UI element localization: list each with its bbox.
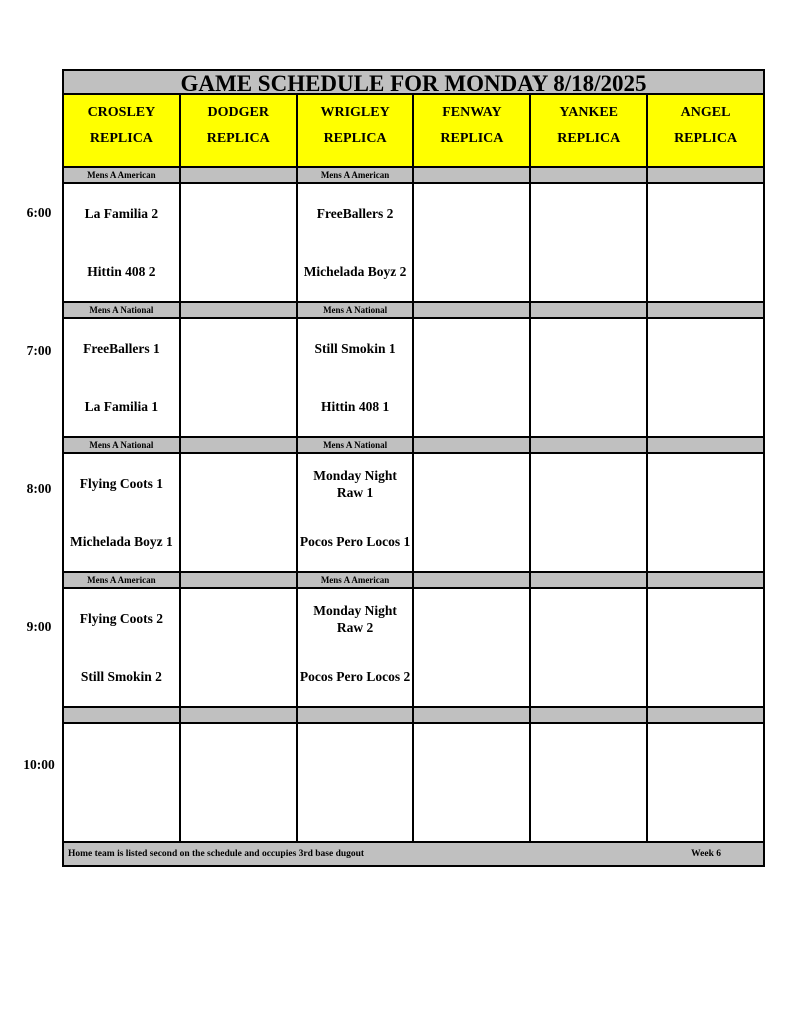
field-name: ANGEL bbox=[680, 105, 731, 120]
division-label bbox=[413, 302, 530, 318]
division-label bbox=[297, 707, 414, 723]
field-subtitle: REPLICA bbox=[89, 131, 153, 146]
footer-row bbox=[63, 842, 764, 866]
game-cell bbox=[63, 723, 180, 842]
field-name: WRIGLEY bbox=[320, 105, 390, 120]
division-label bbox=[180, 437, 297, 453]
field-header bbox=[530, 94, 647, 167]
home-team: La Familia 1 bbox=[84, 399, 159, 414]
division-label bbox=[413, 167, 530, 183]
schedule-sheet bbox=[62, 69, 765, 867]
game-cell bbox=[530, 318, 647, 437]
footer-cell bbox=[63, 842, 764, 866]
week-label: Week 6 bbox=[691, 849, 721, 859]
game-cell bbox=[413, 723, 530, 842]
division-label: Mens A National bbox=[63, 302, 180, 318]
home-team bbox=[414, 243, 529, 301]
home-team bbox=[181, 243, 296, 301]
division-label bbox=[180, 707, 297, 723]
home-team bbox=[414, 378, 529, 436]
game-cell bbox=[297, 183, 414, 302]
home-team bbox=[414, 783, 529, 841]
away-team bbox=[181, 455, 296, 513]
game-row bbox=[63, 453, 764, 572]
field-header bbox=[63, 94, 180, 167]
field-subtitle: REPLICA bbox=[206, 131, 270, 146]
game-cell bbox=[180, 588, 297, 707]
game-cell bbox=[297, 453, 414, 572]
time-label: 6:00 bbox=[26, 205, 52, 220]
field-subtitle: REPLICA bbox=[557, 131, 621, 146]
game-cell bbox=[180, 183, 297, 302]
division-label bbox=[530, 572, 647, 588]
away-team: FreeBallers 2 bbox=[316, 206, 394, 221]
game-cell bbox=[413, 588, 530, 707]
division-label bbox=[413, 572, 530, 588]
home-team bbox=[64, 783, 179, 841]
game-cell bbox=[63, 588, 180, 707]
time-label: 10:00 bbox=[23, 757, 55, 772]
away-team bbox=[531, 455, 646, 513]
division-row bbox=[63, 707, 764, 723]
away-team bbox=[648, 725, 763, 783]
away-team bbox=[648, 320, 763, 378]
away-team bbox=[648, 185, 763, 243]
field-name: FENWAY bbox=[442, 105, 502, 120]
game-cell bbox=[530, 183, 647, 302]
game-row bbox=[63, 183, 764, 302]
game-row bbox=[63, 588, 764, 707]
game-cell bbox=[180, 723, 297, 842]
division-label bbox=[530, 302, 647, 318]
away-team bbox=[414, 725, 529, 783]
away-team bbox=[531, 320, 646, 378]
division-label bbox=[647, 572, 764, 588]
home-team bbox=[531, 243, 646, 301]
game-cell bbox=[297, 318, 414, 437]
away-team bbox=[531, 185, 646, 243]
field-subtitle: REPLICA bbox=[323, 131, 387, 146]
home-team bbox=[414, 648, 529, 706]
schedule-table bbox=[62, 93, 765, 867]
field-name: DODGER bbox=[207, 105, 269, 120]
home-team bbox=[648, 783, 763, 841]
division-label bbox=[530, 707, 647, 723]
home-team: Hittin 408 1 bbox=[320, 399, 390, 414]
division-label bbox=[180, 572, 297, 588]
game-cell bbox=[647, 183, 764, 302]
time-label: 7:00 bbox=[26, 343, 52, 358]
home-team bbox=[181, 513, 296, 571]
away-team bbox=[181, 590, 296, 648]
division-label bbox=[180, 302, 297, 318]
home-team: Michelada Boyz 1 bbox=[70, 534, 173, 549]
division-label: Mens A American bbox=[63, 572, 180, 588]
home-team: Pocos Pero Locos 2 bbox=[299, 669, 411, 684]
away-team bbox=[414, 455, 529, 513]
home-team bbox=[181, 378, 296, 436]
division-label bbox=[63, 707, 180, 723]
field-header bbox=[180, 94, 297, 167]
away-team: Still Smokin 1 bbox=[314, 341, 396, 356]
footer-note: Home team is listed second on the schedule and occupies 3rd base dugout bbox=[68, 849, 365, 859]
time-label: 9:00 bbox=[26, 619, 52, 634]
away-team bbox=[414, 185, 529, 243]
away-team bbox=[181, 320, 296, 378]
division-label: Mens A American bbox=[297, 572, 414, 588]
away-team: FreeBallers 1 bbox=[83, 341, 160, 356]
division-label bbox=[530, 167, 647, 183]
division-label bbox=[413, 707, 530, 723]
division-label: Mens A National bbox=[63, 437, 180, 453]
field-subtitle: REPLICA bbox=[674, 131, 738, 146]
away-team bbox=[298, 725, 413, 783]
division-label bbox=[647, 302, 764, 318]
division-row bbox=[63, 572, 764, 588]
game-cell bbox=[413, 183, 530, 302]
game-cell bbox=[63, 453, 180, 572]
game-cell bbox=[413, 318, 530, 437]
schedule-title: GAME SCHEDULE FOR MONDAY 8/18/2025 bbox=[62, 69, 765, 93]
division-label bbox=[647, 437, 764, 453]
game-cell bbox=[530, 588, 647, 707]
home-team bbox=[648, 378, 763, 436]
game-cell bbox=[297, 588, 414, 707]
away-team bbox=[648, 590, 763, 648]
away-team: Flying Coots 2 bbox=[79, 611, 164, 626]
field-name: CROSLEY bbox=[87, 105, 156, 120]
away-team bbox=[181, 725, 296, 783]
division-label: Mens A American bbox=[297, 167, 414, 183]
home-team bbox=[181, 648, 296, 706]
field-header-row bbox=[63, 94, 764, 167]
away-team bbox=[181, 185, 296, 243]
division-label: Mens A National bbox=[297, 302, 414, 318]
game-cell bbox=[297, 723, 414, 842]
game-cell bbox=[647, 453, 764, 572]
home-team bbox=[648, 243, 763, 301]
home-team: Pocos Pero Locos 1 bbox=[299, 534, 411, 549]
home-team bbox=[298, 783, 413, 841]
game-cell bbox=[180, 318, 297, 437]
away-team: Monday Night Raw 1 bbox=[313, 467, 397, 500]
field-name: YANKEE bbox=[559, 105, 619, 120]
home-team bbox=[414, 513, 529, 571]
division-label bbox=[413, 437, 530, 453]
game-cell bbox=[530, 723, 647, 842]
game-cell bbox=[647, 318, 764, 437]
division-label bbox=[180, 167, 297, 183]
home-team bbox=[531, 378, 646, 436]
home-team: Michelada Boyz 2 bbox=[303, 264, 407, 279]
away-team bbox=[414, 320, 529, 378]
away-team bbox=[414, 590, 529, 648]
field-header bbox=[647, 94, 764, 167]
away-team bbox=[648, 455, 763, 513]
home-team bbox=[181, 783, 296, 841]
game-row bbox=[63, 723, 764, 842]
field-header bbox=[413, 94, 530, 167]
division-label bbox=[647, 707, 764, 723]
home-team bbox=[531, 783, 646, 841]
game-cell bbox=[530, 453, 647, 572]
away-team: Monday Night Raw 2 bbox=[313, 602, 397, 635]
division-label: Mens A National bbox=[297, 437, 414, 453]
home-team bbox=[531, 648, 646, 706]
game-cell bbox=[63, 183, 180, 302]
field-header bbox=[297, 94, 414, 167]
time-label: 8:00 bbox=[26, 481, 52, 496]
division-row bbox=[63, 167, 764, 183]
away-team: Flying Coots 1 bbox=[79, 476, 164, 491]
division-row bbox=[63, 437, 764, 453]
game-cell bbox=[413, 453, 530, 572]
game-cell bbox=[647, 723, 764, 842]
away-team bbox=[531, 590, 646, 648]
home-team: Hittin 408 2 bbox=[87, 264, 156, 279]
home-team bbox=[531, 513, 646, 571]
away-team bbox=[64, 725, 179, 783]
game-cell bbox=[63, 318, 180, 437]
division-label bbox=[530, 437, 647, 453]
home-team: Still Smokin 2 bbox=[80, 669, 162, 684]
division-label bbox=[647, 167, 764, 183]
division-row bbox=[63, 302, 764, 318]
game-cell bbox=[180, 453, 297, 572]
game-cell bbox=[647, 588, 764, 707]
field-subtitle: REPLICA bbox=[440, 131, 504, 146]
home-team bbox=[648, 513, 763, 571]
away-team bbox=[531, 725, 646, 783]
home-team bbox=[648, 648, 763, 706]
division-label: Mens A American bbox=[63, 167, 180, 183]
away-team: La Familia 2 bbox=[84, 206, 159, 221]
game-row bbox=[63, 318, 764, 437]
